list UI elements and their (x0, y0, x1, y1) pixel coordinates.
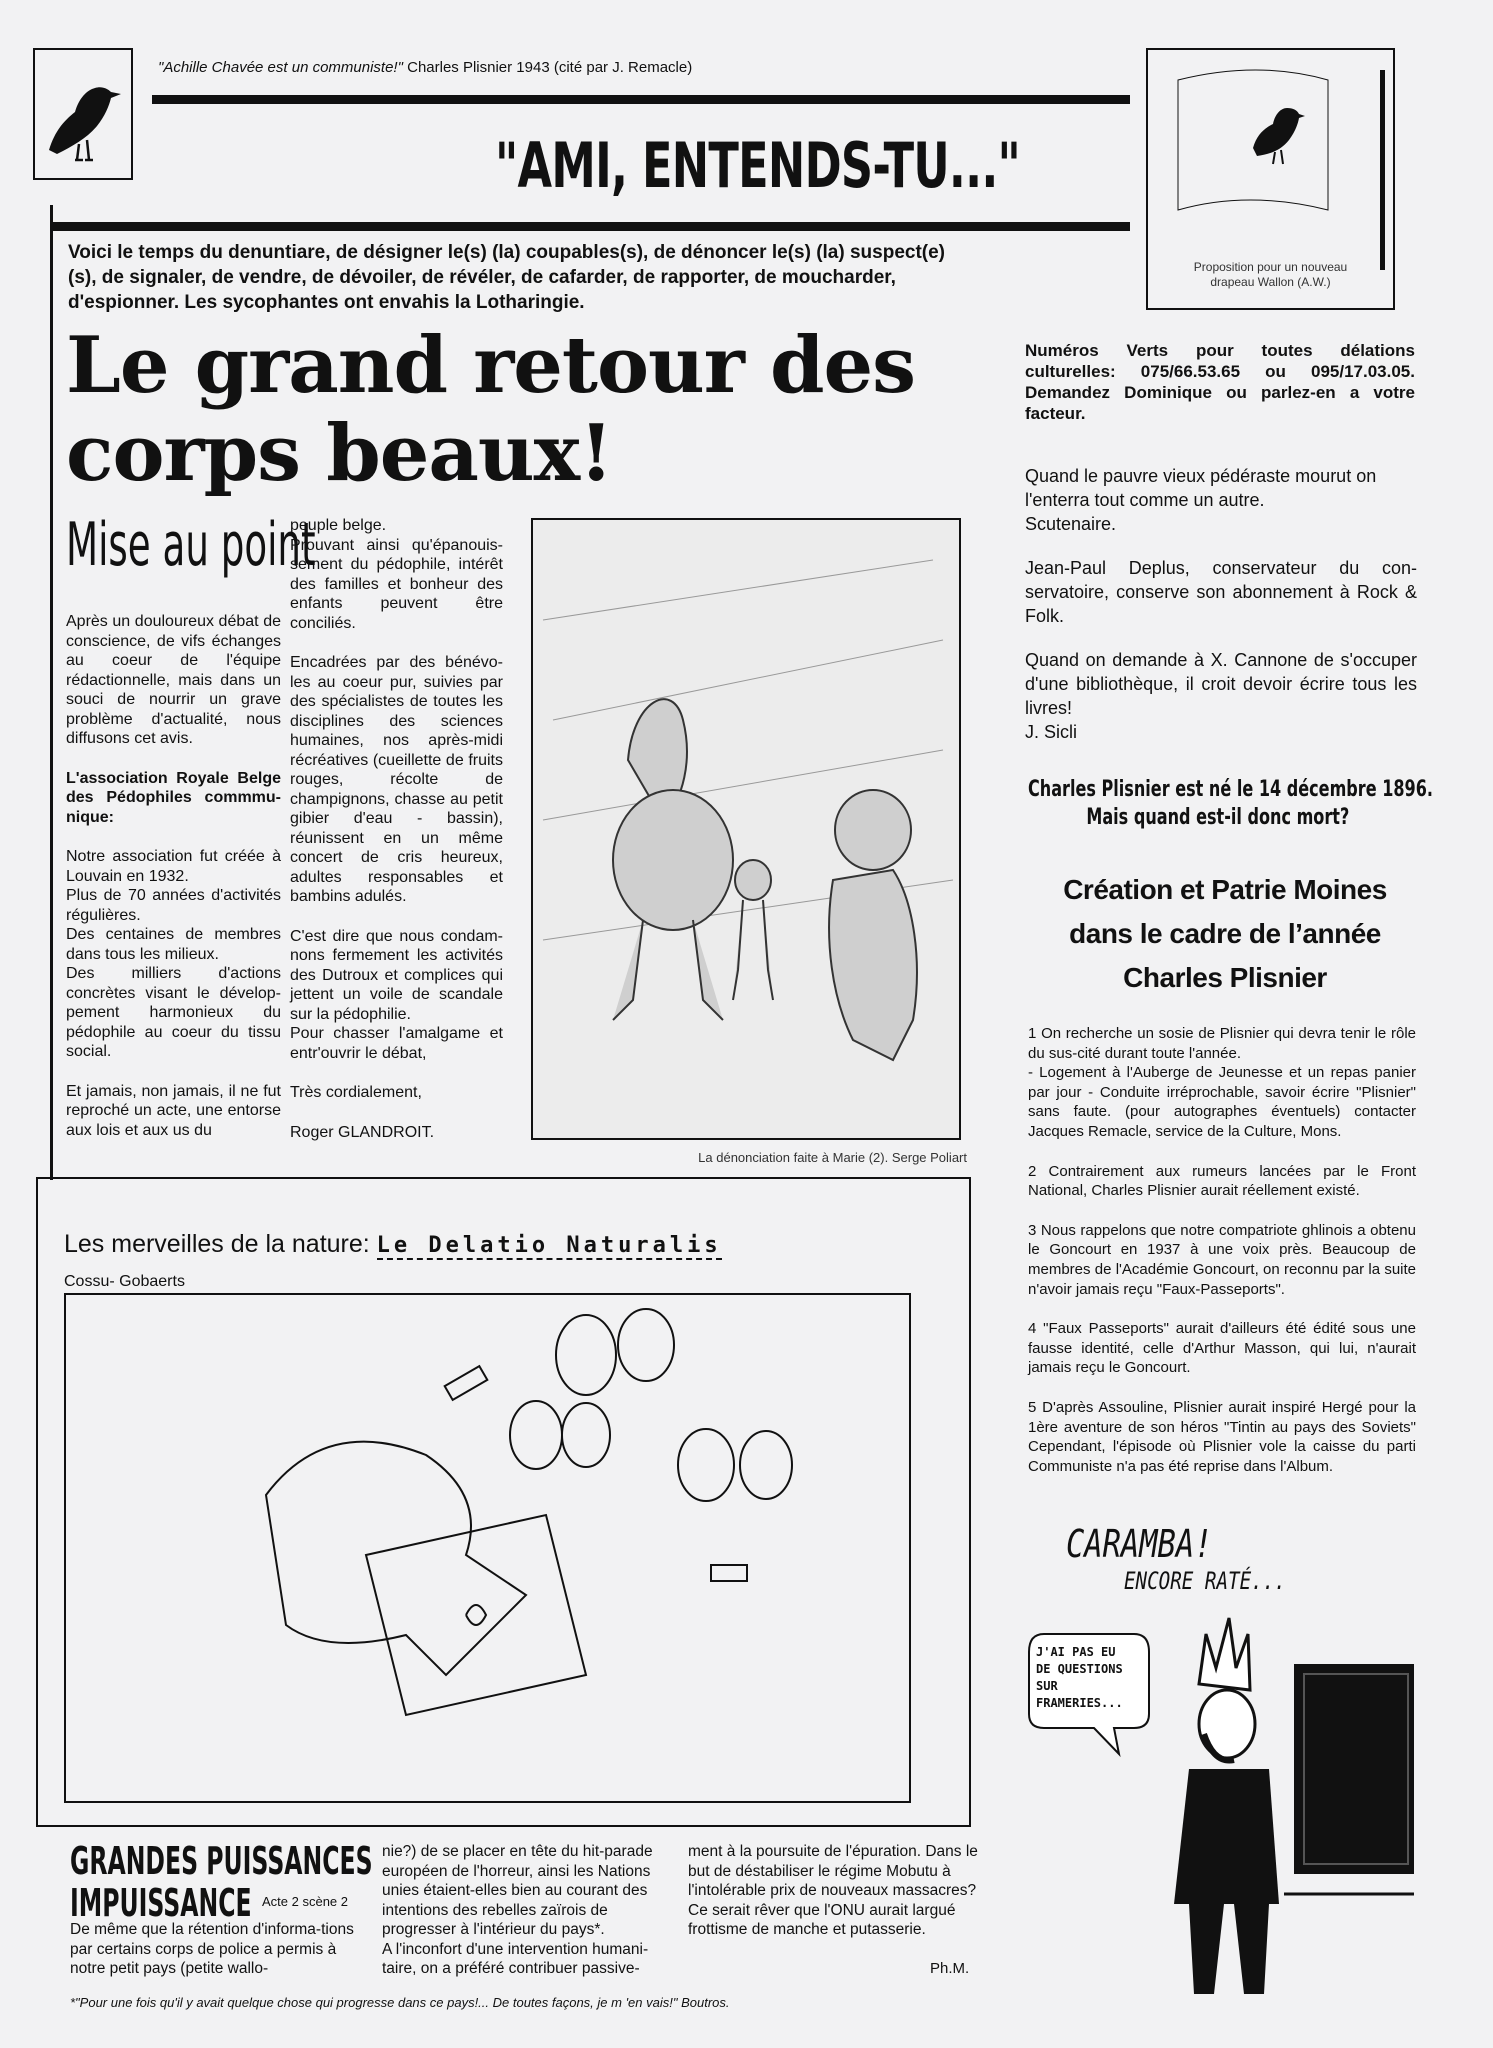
crow-logo-box (33, 48, 133, 180)
pencil-drawing (533, 520, 959, 1138)
bottom-col2: nie?) de se placer en tête du hit-parade européen de l'horreur, ainsi les Nations unies étaient-elles bien au courant des intentions des rebelles zaïrois de progresser à l'intérieur du pays*. A l'inconfort d'une intervention humani-taire, on a préféré contribuer passive- (382, 1843, 653, 1977)
bottom-acte: Acte 2 scène 2 (262, 1894, 348, 1909)
article-col2: peuple belge. Prouvant ainsi qu'épanouis-sement du pédophile, intérêt des familles et bonheur des enfants peuvent être conciliés. Encadrées par des bénévo-les au coeur pur, suivies par des spécialistes de toutes les disciplines des sciences humaines, nos après-midi récréatives (cueillette de fruits rouges, récolte de champignons, chasse au petit gibier d'eau - bassin), réunissent en un même concert de cris heureux, adultes responsables et bambins adulés. C'est dire que nous condam-nons fermement les activités des Dutroux et complices qui jettent un voile de scandale sur la pédophilie. Pour chasser l'amalgame et entr'ouvrir le débat, Très cordialement, Roger GLANDROIT. (290, 517, 503, 1141)
article-col1: Après un douloureux débat de conscience, de vifs échanges au coeur de l'équipe rédactionnelle, mais dans un souci de nourrir un grave problème d'actualité, nous diffusons cet avis. L'association Royale Belge des Pédophiles commmu-nique: Notre association fut créée à Louvain en 1932. Plus de 70 années d'activités régulières. Des centaines de membres dans tous les milieux. Des milliers d'actions concrètes visant le dévelop-pement harmonieux du pédophile au coeur du tissu social. Et jamais, non jamais, il ne fut reproché un acte, une entorse aux lois et aux us du (66, 613, 281, 1139)
main-title: Le grand retour des corps beaux! (66, 320, 916, 499)
header-rule-bottom (52, 222, 1130, 231)
bottom-footnote: *"Pour une fois qu'il y avait quelque chose qui progresse dans ce pays!... De toutes façons, je m 'en vais!" Boutros. (70, 1995, 730, 2010)
creation-list: 1 On recherche un sosie de Plisnier qui devra tenir le rôle du sus-cité durant toute l'année. - Logement à l'Auberge de Jeunesse et un repas panier par jour - Conduite irréprochable, savoir écrire "Plisnier" sans faute. (pour autographes éventuels) contacter Jacques Remacle, service de la Culture, Mons. 2 Contrairement aux rumeurs lancées par le Front National, Charles Plisnier aurait réellement existé. 3 Nous rappelons que notre compatriote ghlinois a obtenu le Goncourt en 1937 à une voix près. Beaucoup de membres de l'Académie Goncourt, on reconnu par la suite n'avoir jamais reçu "Faux-Passeports". 4 "Faux Passeports" aurait d'ailleurs été édité sous une fausse identité, celle d'Arthur Masson, qui lui, n'aurait jamais reçu le Goncourt. 5 D'après Assouline, Plisnier aurait inspiré Hergé pour la 1ère aventure de son héros "Tintin au pays des Soviets" Cependant, l'épisode où Plisnier vole la caisse du parti Communiste n'a pas été reprise dans l'Album. (1028, 1025, 1416, 1475)
cartoon-caption: CARAMBA! ENCORE RATÉ... (1066, 1522, 1286, 1595)
nature-box (36, 1177, 971, 1827)
quote-scutenaire: Quand le pauvre vieux pédéraste mourut on l'enterra tout comme un autre. Scutenaire. (1025, 466, 1377, 534)
header-quote: "Achille Chavée est un communiste!" Charles Plisnier 1943 (cité par J. Remacle) (158, 59, 693, 76)
plisnier-cartoon (1024, 1604, 1420, 2024)
intro-text: Voici le temps du denuntiare, de désigner le(s) (la) coupables(s), de dénoncer le(s) (la) suspect(e)(s), de signaler, de vendre, de dévoiler, de révéler, de cafarder, de rapporter, de moucharder, d'espionner. Les sycophantes ont envahis la Lotharingie. (68, 242, 946, 313)
crow-icon (35, 50, 131, 178)
bottom-title: GRANDES PUISSANCES IMPUISSANCE (70, 1839, 373, 1925)
nature-cartoon-frame (64, 1293, 911, 1803)
crow-icon (1253, 108, 1305, 164)
bottom-col3: ment à la poursuite de l'épuration. Dans le but de déstabiliser le régime Mobutu à l'intolérable prix de nouveaux massacres? Ce serait rêver que l'ONU aurait largué frottisme de manche et putasserie. (688, 1843, 978, 1938)
insects-drawing (66, 1295, 909, 1801)
nature-author: Cossu- Gobaerts (64, 1273, 185, 1290)
flag-box (1146, 48, 1395, 310)
headline: "AMI, ENTENDS-TU..." (495, 129, 1021, 202)
stencil-title: Le Delatio Naturalis (376, 1233, 722, 1258)
bottom-col1: De même que la rétention d'informa-tions par certains corps de police a permis à notre petit pays (petite wallo- (70, 1921, 354, 1977)
header-rule-top (152, 95, 1130, 104)
illustration-frame (531, 518, 961, 1140)
flag-caption: Proposition pour un nouveau drapeau Wallon (A.W.) (1193, 260, 1348, 289)
main-subtitle: Mise au point (66, 510, 316, 580)
speech-bubble-text: J'AI PAS EU DE QUESTIONS SUR FRAMERIES... (1036, 1645, 1123, 1710)
creation-heading: Création et Patrie Moines dans le cadre de l’année Charles Plisnier (1063, 874, 1387, 993)
illustration-caption: La dénonciation faite à Marie (2). Serge Poliart (698, 1150, 967, 1165)
flag-icon (1148, 50, 1393, 270)
numeros-verts: Numéros Verts pour toutes délations culturelles: 075/66.53.65 ou 095/17.03.05. Demandez Dominique ou parlez-en a votre facteur. (1025, 341, 1415, 423)
plisnier-question: Charles Plisnier est né le 14 décembre 1896. Mais quand est-il donc mort? (1028, 777, 1434, 830)
quote-cannone: Quand on demande à X. Cannone de s'occuper d'une bibliothèque, il croit devoir écrire tous les livres! J. Sicli (1025, 650, 1417, 742)
page-left-rule (50, 205, 53, 1180)
quote-deplus: Jean-Paul Deplus, conservateur du con-servatoire, conserve son abonnement à Rock & Folk. (1025, 558, 1417, 626)
bottom-signature: Ph.M. (930, 1960, 970, 1977)
nature-title: Les merveilles de la nature: Le Delatio Naturalis (64, 1230, 722, 1258)
